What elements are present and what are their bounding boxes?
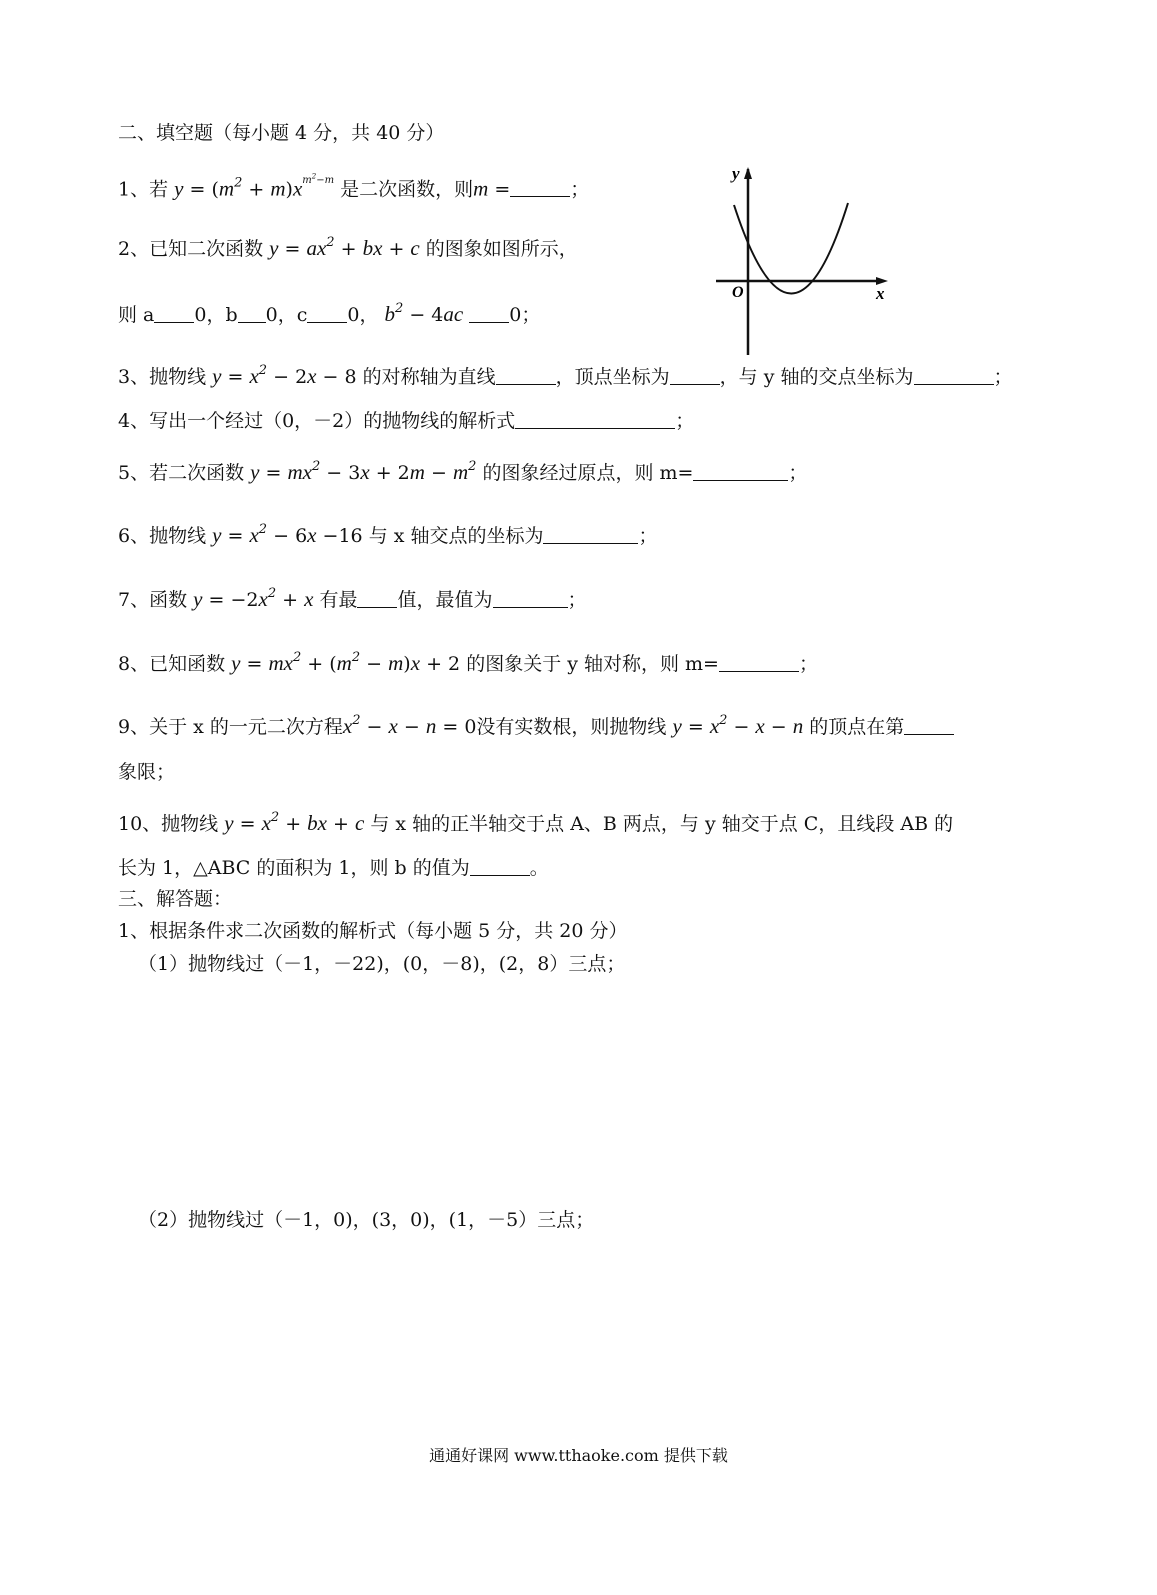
question-8: 8、已知函数 $y = mx^2 + (m^2 - m)x + 2$ 的图象关于 y 轴对称，则 m= ； <box>118 650 818 675</box>
answer-blank[interactable] <box>357 591 397 608</box>
x-axis-label: x <box>876 284 885 303</box>
question-9: 9、关于 x 的一元二次方程$x^2 - x - n = 0$没有实数根，则抛物线 $y = x^2 - x - n$ 的顶点在第 <box>118 714 954 737</box>
question-9-continued: 象限； <box>118 761 176 783</box>
question-3: 3、抛物线 $y = x^2 - 2x - 8$ 的对称轴为直线 ，顶点坐标为 ，与 y 轴的交点坐标为 ； <box>118 363 1013 388</box>
y-axis-label: y <box>732 164 740 183</box>
answer-blank[interactable] <box>154 306 194 323</box>
question-2: 2、已知二次函数 $y = ax^2$ + bx + c 的图象如图所示， <box>118 235 578 260</box>
question-6: 6、抛物线 $y = x^2 - 6x -16$ 与 x 轴交点的坐标为 ； <box>118 522 658 547</box>
answer-blank[interactable] <box>693 464 788 481</box>
section3-part-2: （2）抛物线过（－1，0)，(3，0)，(1，－5）三点； <box>138 1209 595 1231</box>
answer-blank[interactable] <box>914 368 994 385</box>
section3-question-1: 1、根据条件求二次函数的解析式（每小题 5 分，共 20 分） <box>118 920 628 942</box>
answer-blank[interactable] <box>493 591 568 608</box>
section2-heading: 二、填空题（每小题 4 分，共 40 分） <box>118 122 445 144</box>
answer-blank[interactable] <box>238 306 266 323</box>
question-5: 5、若二次函数 $y = mx^2 - 3x + 2m - m^2$ 的图象经过原点，则 m= ； <box>118 459 808 484</box>
section3-part-1: （1）抛物线过（－1，－22)，(0，－8)，(2，8）三点； <box>138 953 626 975</box>
section3-heading: 三、解答题： <box>118 888 233 910</box>
parabola-graph <box>712 163 892 358</box>
answer-blank[interactable] <box>469 306 509 323</box>
question-2-answers: 则 a 0，b 0，c 0， $b^2 - 4ac$ 0； <box>118 301 541 326</box>
origin-label: O <box>732 284 744 301</box>
answer-blank[interactable] <box>307 306 347 323</box>
question-4: 4、写出一个经过（0，－2）的抛物线的解析式 ； <box>118 410 695 432</box>
answer-blank[interactable] <box>470 859 530 876</box>
answer-blank[interactable] <box>670 368 720 385</box>
answer-blank[interactable] <box>510 180 570 197</box>
answer-blank[interactable] <box>496 368 556 385</box>
answer-blank[interactable] <box>719 655 799 672</box>
question-7: 7、函数 $y = -2x^2 + x$ 有最 值，最值为 ； <box>118 586 587 611</box>
question-10: 10、抛物线 $y = x^2$ + bx + c 与 x 轴的正半轴交于点 A、B 两点，与 y 轴交于点 C，且线段 AB 的 <box>118 810 954 835</box>
answer-blank[interactable] <box>543 527 638 544</box>
answer-blank[interactable] <box>904 718 954 735</box>
footer: 通通好课网 www.tthaoke.com 提供下载 <box>429 1446 728 1465</box>
answer-blank[interactable] <box>515 412 675 429</box>
question-10-continued: 长为 1，△ABC 的面积为 1，则 b 的值为 。 <box>118 857 549 879</box>
question-1: 1、若 $y = (m^2 + m)x^{m^2-m}$ 是二次函数，则m = ； <box>118 173 590 201</box>
